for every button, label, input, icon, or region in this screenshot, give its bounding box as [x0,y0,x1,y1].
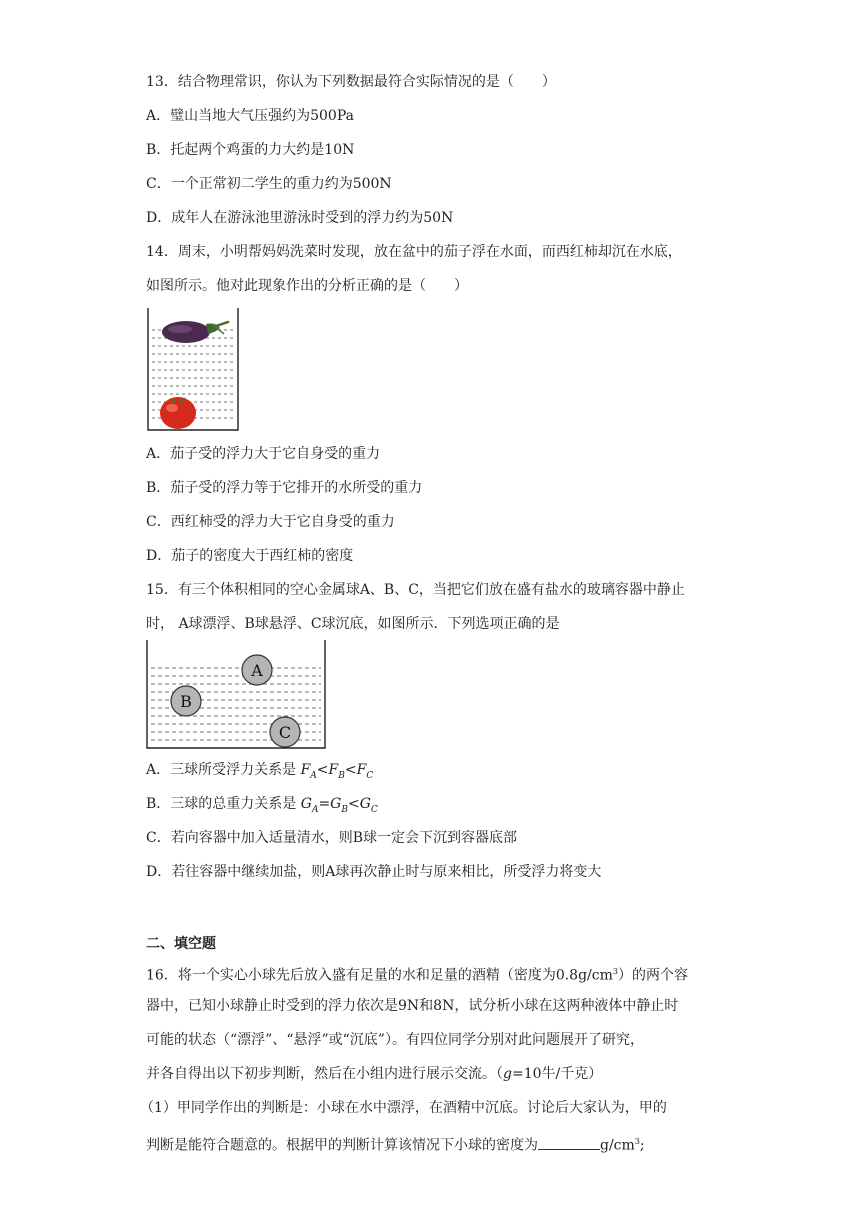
q16-line1: 16．将一个实心小球先后放入盛有足量的水和足量的酒精（密度为$0.8g/cm^3$）的两个容 [146,967,688,984]
q15-stem-line1: 15．有三个体积相同的空心金属球A、B、C，当把它们放在盛有盐水的玻璃容器中静止 [146,582,685,598]
ball-a [242,655,272,685]
q14-option-a: A．茄子受的浮力大于它自身受的重力 [146,446,381,462]
q13-option-c: C．一个正常初二学生的重力约为500N [146,176,392,192]
q13-option-b: B．托起两个鸡蛋的力大约是10N [146,142,355,158]
q15-stem-line2: 时， A球漂浮、B球悬浮、C球沉底，如图所示．下列选项正确的是 [146,616,560,632]
q15-option-b: B．三球的总重力关系是 $G_A=G_B<G_C$ [146,796,378,815]
q13-stem: 13．结合物理常识，你认为下列数据最符合实际情况的是（ ） [146,74,556,90]
q13-option-d: D．成年人在游泳池里游泳时受到的浮力约为50N [146,210,454,226]
answer-blank[interactable] [538,1135,600,1150]
tomato-icon [160,397,196,429]
q14-option-c: C．西红柿受的浮力大于它自身受的重力 [146,514,395,530]
q15-option-d: D．若往容器中继续加盐，则A球再次静止时与原来相比，所受浮力将变大 [146,864,602,880]
q16-part1-line2: 判断是能符合题意的。根据甲的判断计算该情况下小球的密度为 $g/cm^3$; [146,1132,645,1156]
q14-option-b: B．茄子受的浮力等于它排开的水所受的重力 [146,480,423,496]
q14-option-d: D．茄子的密度大于西红柿的密度 [146,548,354,564]
three-balls-container-figure [145,640,327,752]
q15-option-c: C．若向容器中加入适量清水，则B球一定会下沉到容器底部 [146,830,517,846]
ball-a-label: A [251,661,263,680]
ball-b [171,686,201,716]
q16-line4: 并各自得出以下初步判断，然后在小组内进行展示交流。（g=10牛/千克） [146,1066,603,1082]
q16-line3: 可能的状态（“漂浮”、“悬浮”或“沉底”）。有四位同学分别对此问题展开了研究， [146,1032,644,1048]
ball-c-label: C [278,723,292,742]
buoyancy-relation: $F_A<F_B<F_C$ [300,762,374,781]
section-title: 二、填空题 [146,936,216,952]
q16-part1-line1: （1）甲同学作出的判断是：小球在水中漂浮，在酒精中沉底。讨论后大家认为，甲的 [140,1100,667,1116]
ball-c [270,717,300,747]
q14-stem-line1: 14．周末，小明帮妈妈洗菜时发现，放在盆中的茄子浮在水面，而西红柿却沉在水底， [146,244,682,260]
ball-b-label: B [180,692,192,711]
eggplant-icon [162,321,228,343]
q16-line2: 器中，已知小球静止时受到的浮力依次是9N和8N，试分析小球在这两种液体中静止时 [146,998,679,1014]
gravity-relation: $G_A=G_B<G_C$ [300,796,378,815]
q14-stem-line2: 如图所示。他对此现象作出的分析正确的是（ ） [146,278,468,294]
eggplant-tomato-basin-figure [146,308,240,434]
q13-option-a: A．璧山当地大气压强约为500Pa [146,108,354,124]
q15-option-a: A．三球所受浮力关系是 $F_A<F_B<F_C$ [146,762,374,781]
